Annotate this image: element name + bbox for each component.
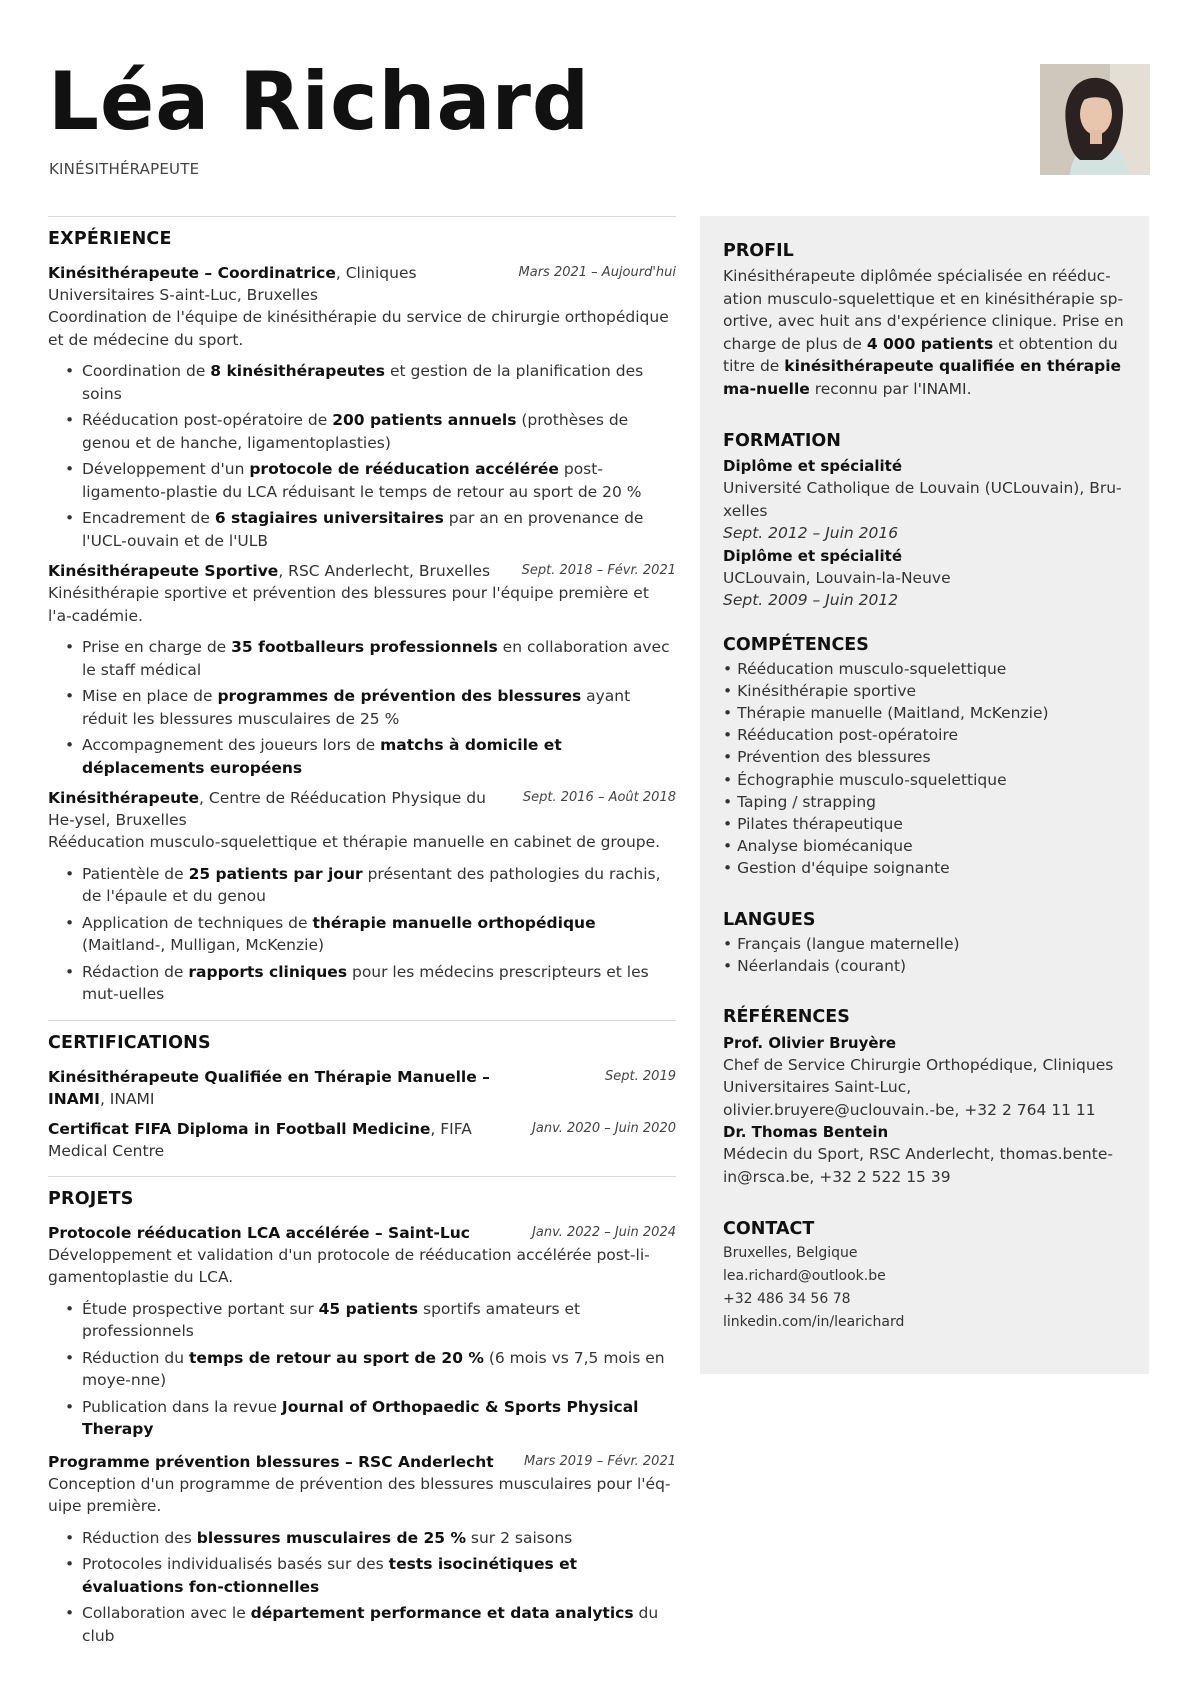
project-name: Protocole rééducation LCA accélérée – Saint-Luc <box>48 1223 470 1242</box>
skill-item: • Rééducation musculo-squelettique <box>723 659 1007 678</box>
skill-item: • Gestion d'équipe soignante <box>723 859 950 878</box>
bullet-item: • Étude prospective portant sur 45 patients sportifs amateurs et professionnels <box>48 1298 676 1343</box>
education-degree: Diplôme et spécialité <box>723 457 902 475</box>
bullet-item: • Encadrement de 6 stagiaires universitaires par an en provenance de l'UCL-ouvain et de l'ULB <box>48 507 676 552</box>
skills-list <box>723 658 1126 880</box>
certification-date: Janv. 2020 – Juin 2020 <box>532 1120 676 1136</box>
skill-item: • Taping / strapping <box>723 792 877 811</box>
certification-org: , INAMI <box>99 1089 155 1108</box>
skill-item: • Thérapie manuelle (Maitland, McKenzie) <box>723 703 1049 722</box>
skill-item: • Pilates thérapeutique <box>723 814 903 833</box>
certification-heading <box>48 1118 676 1162</box>
main-column <box>48 216 676 1651</box>
project-name: Programme prévention blessures – RSC Anderlecht <box>48 1452 494 1471</box>
certification-entry <box>48 1118 676 1162</box>
bullet-item: • Réduction du temps de retour au sport de 20 % (6 mois vs 7,5 mois en moye-nne) <box>48 1347 676 1392</box>
bullet-item: • Protocoles individualisés basés sur des tests isocinétiques et évaluations fon-ctionnelles <box>48 1553 676 1598</box>
project-heading <box>48 1222 676 1244</box>
certification-name: Kinésithérapeute Qualifiée en Thérapie Manuelle – INAMI <box>48 1067 490 1108</box>
bullet-item: • Application de techniques de thérapie manuelle orthopédique (Maitland-, Mulligan, McKenzie) <box>48 912 676 957</box>
bullet-item: • Coordination de 8 kinésithérapeutes et gestion de la planification des soins <box>48 360 676 405</box>
project-date: Janv. 2022 – Juin 2024 <box>532 1224 676 1240</box>
section-divider <box>48 1020 676 1021</box>
certification-date: Sept. 2019 <box>605 1068 676 1084</box>
experience-entry <box>48 560 676 779</box>
languages-list <box>723 933 1126 977</box>
experience-description: Kinésithérapie sportive et prévention des blessures pour l'équipe première et l'a-cadémie. <box>48 584 649 625</box>
contact-email[interactable]: lea.richard@outlook.be <box>723 1268 886 1285</box>
contact-phone[interactable]: +32 486 34 56 78 <box>723 1291 851 1308</box>
experience-org: , RSC Anderlecht, Bruxelles <box>278 562 491 580</box>
experience-org: , Cliniques Universitaires S-aint-Luc, Bruxelles <box>48 264 417 304</box>
experience-date: Sept. 2016 – Août 2018 <box>522 790 676 805</box>
experience-bullets <box>48 636 676 779</box>
reference-details: Médecin du Sport, RSC Anderlecht, thomas.bente-in@rsca.be, +32 2 522 15 39 <box>723 1145 1113 1186</box>
project-entry <box>48 1451 676 1648</box>
bullet-item: • Collaboration avec le département performance et data analytics du club <box>48 1602 676 1647</box>
section-title-education: FORMATION <box>723 431 841 451</box>
experience-bullets <box>48 360 676 552</box>
experience-description: Coordination de l'équipe de kinésithérapie du service de chirurgie orthopédique et de médecine du sport. <box>48 308 669 349</box>
experience-role: Kinésithérapeute Sportive <box>48 562 279 580</box>
project-description: Développement et validation d'un protocole de rééducation accélérée post-li-gamentoplastie du LCA. <box>48 1245 650 1286</box>
profile-summary: Kinésithérapeute diplômée spécialisée en rééduc-ation musculo-squelettique et en kinésithérapie sp-ortive, avec huit ans d'expérience clinique. Prise en charge de plus de 4 000 patients et obtention du titre de kinésithérapeute qualifiée en thérapie ma-nuelle reconnu par l'INAMI. <box>723 267 1124 398</box>
education-school: Université Catholique de Louvain (UCLouvain), Bru-xelles <box>723 479 1122 520</box>
experience-role: Kinésithérapeute <box>48 789 200 807</box>
skill-item: • Prévention des blessures <box>723 748 931 767</box>
bullet-item: • Patientèle de 25 patients par jour présentant des pathologies du rachis, de l'épaule et du genou <box>48 863 676 908</box>
education-entry <box>723 545 1126 612</box>
section-title-references: RÉFÉRENCES <box>723 1006 850 1027</box>
experience-heading <box>48 262 676 306</box>
section-divider <box>48 216 676 217</box>
bullet-item: • Rééducation post-opératoire de 200 patients annuels (prothèses de genou et de hanche, ligamentoplasties) <box>48 409 676 454</box>
education-degree: Diplôme et spécialité <box>723 546 902 565</box>
section-title-contact: CONTACT <box>723 1219 815 1240</box>
language-item: • Néerlandais (courant) <box>723 956 907 975</box>
experience-entry <box>48 787 676 1006</box>
sidebar <box>700 216 1149 1374</box>
contact-block <box>723 1242 1126 1334</box>
experience-date: Sept. 2018 – Févr. 2021 <box>521 563 676 578</box>
project-bullets <box>48 1298 676 1441</box>
experience-description: Rééducation musculo-squelettique et thérapie manuelle en cabinet de groupe. <box>48 833 661 851</box>
bullet-item: • Prise en charge de 35 footballeurs professionnels en collaboration avec le staff médical <box>48 636 676 681</box>
reference-name: Prof. Olivier Bruyère <box>723 1033 897 1052</box>
experience-heading <box>48 560 676 582</box>
project-entry <box>48 1222 676 1441</box>
certification-org: , FIFA Medical Centre <box>48 1119 472 1160</box>
section-title-languages: LANGUES <box>723 909 816 930</box>
profile-photo <box>1040 64 1150 175</box>
skill-item: • Rééducation post-opératoire <box>723 726 959 745</box>
experience-role: Kinésithérapeute – Coordinatrice <box>48 264 336 282</box>
experience-heading <box>48 787 676 831</box>
certification-entry <box>48 1066 676 1110</box>
section-divider <box>48 1176 676 1177</box>
skill-item: • Kinésithérapie sportive <box>723 681 917 700</box>
portrait-image <box>1040 64 1150 175</box>
certification-heading <box>48 1066 676 1110</box>
education-entry <box>723 455 1126 545</box>
project-description: Conception d'un programme de prévention des blessures musculaires pour l'éq-uipe première. <box>48 1474 671 1515</box>
bullet-item: • Publication dans la revue Journal of Orthopaedic & Sports Physical Therapy <box>48 1396 676 1441</box>
project-heading <box>48 1451 676 1473</box>
certification-name: Certificat FIFA Diploma in Football Medicine <box>48 1119 431 1138</box>
bullet-item: • Réduction des blessures musculaires de 25 % sur 2 saisons <box>48 1527 676 1550</box>
contact-linkedin[interactable]: linkedin.com/in/learichard <box>723 1314 905 1331</box>
education-date: Sept. 2009 – Juin 2012 <box>723 591 899 609</box>
bullet-item: • Développement d'un protocole de rééducation accélérée post-ligamento-plastie du LCA réduisant le temps de retour au sport de 20 % <box>48 458 676 503</box>
candidate-name: Léa Richard <box>48 55 591 148</box>
bullet-item: • Accompagnement des joueurs lors de matchs à domicile et déplacements européens <box>48 734 676 779</box>
job-title: KINÉSITHÉRAPEUTE <box>49 160 200 178</box>
section-title-skills: COMPÉTENCES <box>723 634 869 655</box>
education-date: Sept. 2012 – Juin 2016 <box>723 524 899 542</box>
bullet-item: • Mise en place de programmes de prévention des blessures ayant réduit les blessures musculaires de 25 % <box>48 685 676 730</box>
experience-entry <box>48 262 676 552</box>
education-school: UCLouvain, Louvain-la-Neuve <box>723 568 951 587</box>
section-title-projects: PROJETS <box>48 1188 134 1209</box>
skill-item: • Analyse biomécanique <box>723 837 913 856</box>
reference-name: Dr. Thomas Bentein <box>723 1123 889 1142</box>
section-title-profile: PROFIL <box>723 241 794 261</box>
bullet-item: • Rédaction de rapports cliniques pour les médecins prescripteurs et les mut-uelles <box>48 961 676 1006</box>
experience-bullets <box>48 863 676 1006</box>
section-title-certifications: CERTIFICATIONS <box>48 1032 211 1053</box>
project-date: Mars 2019 – Févr. 2021 <box>524 1453 676 1469</box>
language-item: • Français (langue maternelle) <box>723 934 960 953</box>
reference-entry <box>723 1121 1126 1188</box>
reference-details: Chef de Service Chirurgie Orthopédique, Cliniques Universitaires Saint-Luc, olivier.bruyere@uclouvain.-be, +32 2 764 11 11 <box>723 1055 1114 1119</box>
experience-date: Mars 2021 – Aujourd'hui <box>518 265 676 280</box>
experience-org: , Centre de Rééducation Physique du He-ysel, Bruxelles <box>48 789 486 829</box>
reference-entry <box>723 1032 1126 1122</box>
skill-item: • Échographie musculo-squelettique <box>723 770 1007 789</box>
project-bullets <box>48 1527 676 1648</box>
contact-location: Bruxelles, Belgique <box>723 1245 858 1262</box>
section-title-experience: EXPÉRIENCE <box>48 229 172 249</box>
